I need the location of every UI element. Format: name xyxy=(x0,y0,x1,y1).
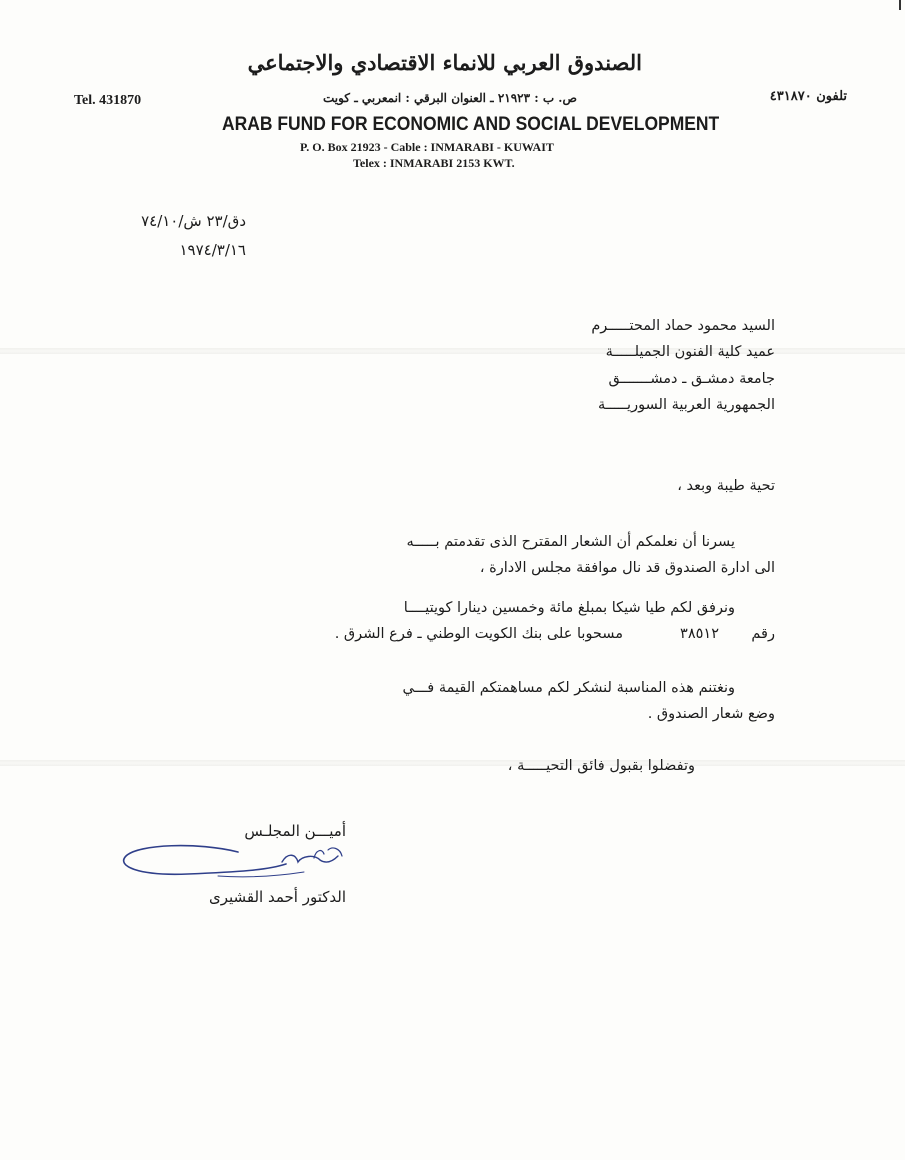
letterhead-telex: Telex : INMARABI 2153 KWT. xyxy=(353,156,515,170)
paragraph-2-line-1: ونرفق لكم طيا شيكا بمبلغ مائة وخمسين دينارا كويتيــــا xyxy=(403,600,735,616)
paragraph-3-line-2: وضع شعار الصندوق . xyxy=(647,706,775,722)
paragraph-1-line-2: الى ادارة الصندوق قد نال موافقة مجلس الادارة ، xyxy=(479,560,775,576)
closing-line: وتفضلوا بقبول فائق التحيـــــة ، xyxy=(507,758,695,774)
letter-date: ١٩٧٤/٣/١٦ xyxy=(179,241,246,259)
paper-fold xyxy=(0,760,905,766)
recipient-line-country: الجمهورية العربية السوريـــــة xyxy=(598,397,775,413)
paragraph-2-cheque-number: ٣٨٥١٢ xyxy=(680,626,719,642)
letterhead-pobox: P. O. Box 21923 - Cable : INMARABI - KUWAIT xyxy=(300,140,554,154)
letterhead-name-arabic: الصندوق العربي للانماء الاقتصادي والاجتماعي xyxy=(247,50,642,75)
greeting: تحية طيبة وبعد ، xyxy=(677,478,775,494)
recipient-line-university: جامعة دمشـق ـ دمشـــــــق xyxy=(608,371,775,387)
paragraph-2-line-2: مسحوبا على بنك الكويت الوطني ـ فرع الشرق . xyxy=(334,626,623,642)
paragraph-1-line-1: يسرنا أن نعلمكم أن الشعار المقترح الذى تقدمتم بـــــه xyxy=(406,534,735,550)
signatory-name: الدكتور أحمد القشيرى xyxy=(208,888,346,906)
reference-number: دق/٢٣ ش/٧٤/١٠ xyxy=(141,212,246,230)
scan-mark xyxy=(899,0,901,10)
handwritten-signature xyxy=(118,842,348,888)
signatory-title: أميـــن المجلـس xyxy=(244,822,346,840)
letterhead-address-arabic: ص. ب : ٢١٩٢٣ ـ العنوان البرقي : انمعربي ـ كويت xyxy=(322,91,577,105)
letterhead-telephone-arabic: تلفون ٤٣١٨٧٠ xyxy=(769,89,847,104)
recipient-line-title: عميد كلية الفنون الجميلـــــة xyxy=(605,344,775,360)
letterhead-name-english: ARAB FUND FOR ECONOMIC AND SOCIAL DEVELOPMENT xyxy=(222,114,720,135)
recipient-line-name: السيد محمود حماد المحتـــــرم xyxy=(591,318,775,334)
paragraph-3-line-1: ونغتنم هذه المناسبة لنشكر لكم مساهمتكم القيمة فـــي xyxy=(402,680,735,696)
paragraph-2-cheque-label: رقم xyxy=(751,626,775,642)
letterhead-telephone-english: Tel. 431870 xyxy=(74,93,142,108)
